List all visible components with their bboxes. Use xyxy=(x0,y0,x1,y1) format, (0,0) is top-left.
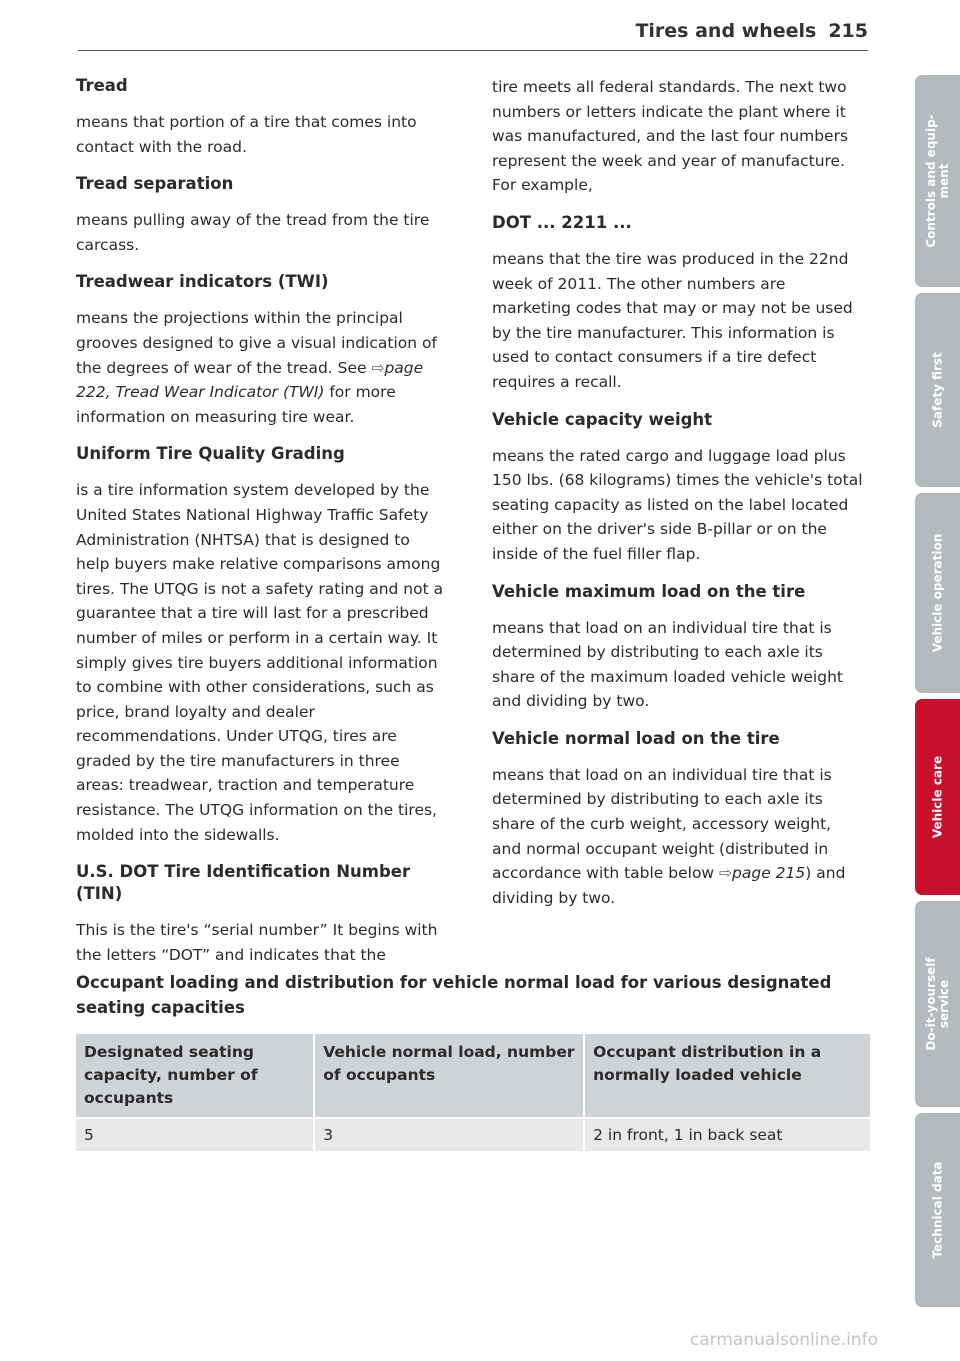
occupant-table-section xyxy=(76,970,870,1151)
text-treadwear-indicators xyxy=(76,306,448,429)
heading-utqg: Uniform Tire Quality Grading xyxy=(76,444,345,464)
tab-safety-first[interactable] xyxy=(915,293,960,487)
heading-tin: U.S. DOT Tire Identification Number (TIN) xyxy=(76,862,411,904)
text-vehicle-capacity-weight: means the rated cargo and luggage load plus 150 lbs. (68 kilograms) times the vehicle's total seating capacity as listed on the label located either on the driver's side B-pillar or on the inside of the fuel filler flap. xyxy=(492,446,863,563)
text-segment: ) and dividing by two. xyxy=(492,864,846,907)
right-column xyxy=(492,75,864,924)
tab-label: Technical data xyxy=(930,1161,944,1259)
table-header-row xyxy=(76,1034,870,1118)
table-header-cell: Designated seating capacity, number of occupants xyxy=(76,1034,314,1118)
text-vehicle-maximum-load: means that load on an individual tire that is determined by distributing to each axle its share of the maximum loaded vehicle weight and dividing by two. xyxy=(492,618,843,711)
heading-vehicle-maximum-load: Vehicle maximum load on the tire xyxy=(492,581,806,601)
left-column xyxy=(76,75,448,981)
text-utqg: is a tire information system developed by the United States National Highway Traffic Safety Administration (NHTSA) that is designed to help buyers make relative comparisons among tires. The UTQG is not a safety rating and not a guarantee that a tire will last for a prescribed number of miles or perform in a certain way. It simply gives tire buyers additional information to combine with other considerations, such as price, brand loyalty and dealer recommendations. Under UTQG, tires are graded by the tire manufacturers in three areas: treadwear, traction and temperature resistance. The UTQG information on the tires, molded into the sidewalls. xyxy=(76,481,444,844)
occupant-table xyxy=(76,1034,870,1151)
heading-vehicle-normal-load: Vehicle normal load on the tire xyxy=(492,728,780,748)
tab-do-it-yourself-service[interactable] xyxy=(915,901,960,1107)
dot-example: DOT ... 2211 ... xyxy=(492,212,632,232)
header-rule xyxy=(78,50,868,51)
tab-label: Controls and equip- ment xyxy=(923,114,951,248)
text-dot-example: means that the tire was produced in the 22nd week of 2011. The other numbers are marketing codes that may or may not be used by the tire manufacturer. This information is used to contact consumers if a tire defect requires a recall. xyxy=(492,249,853,391)
tab-technical-data[interactable] xyxy=(915,1113,960,1307)
text-tin-continued: tire meets all federal standards. The next two numbers or letters indicate the plant where it was manufactured, and the last four numbers represent the week and year of manufacture. For example, xyxy=(492,78,849,195)
heading-tread-separation: Tread separation xyxy=(76,174,234,194)
tab-label: Safety first xyxy=(930,352,944,428)
text-segment: for more information on measuring tire wear. xyxy=(76,383,396,426)
table-header-cell: Vehicle normal load, number of occupants xyxy=(314,1034,584,1118)
heading-tread: Tread xyxy=(76,76,128,95)
table-cell: 2 in front, 1 in back seat xyxy=(584,1118,870,1151)
link-label: page 222, Tread Wear Indicator (TWI) xyxy=(76,358,424,402)
page-number: 215 xyxy=(828,20,868,42)
tab-controls-and-equipment[interactable] xyxy=(915,75,960,287)
table-header-cell: Occupant distribution in a normally loaded vehicle xyxy=(584,1034,870,1118)
page-header xyxy=(635,20,868,42)
tab-label: Do-it-yourself service xyxy=(923,957,951,1051)
arrow-right-icon: ⇨ xyxy=(371,358,385,377)
text-tread-separation: means pulling away of the tread from the tire carcass. xyxy=(76,211,430,254)
table-title: Occupant loading and distribution for vehicle normal load for various designated seating capacities xyxy=(76,973,832,1017)
page-link-215[interactable] xyxy=(719,864,805,882)
heading-treadwear-indicators: Treadwear indicators (TWI) xyxy=(76,272,329,292)
text-vehicle-normal-load xyxy=(492,763,864,911)
section-title: Tires and wheels xyxy=(635,20,817,42)
link-label: page 215 xyxy=(732,864,806,883)
arrow-right-icon: ⇨ xyxy=(719,864,733,883)
watermark: carmanualsonline.info xyxy=(689,1330,878,1350)
table-row xyxy=(76,1118,870,1151)
tab-vehicle-operation[interactable] xyxy=(915,493,960,693)
heading-vehicle-capacity-weight: Vehicle capacity weight xyxy=(492,409,713,429)
table-cell: 5 xyxy=(76,1118,314,1151)
text-segment: means the projections within the principal grooves designed to give a visual indication of the degrees of wear of the tread. See xyxy=(76,309,437,377)
text-tread: means that portion of a tire that comes into contact with the road. xyxy=(76,113,417,156)
tab-vehicle-care[interactable] xyxy=(915,699,960,895)
tab-label: Vehicle operation xyxy=(930,533,944,653)
table-cell: 3 xyxy=(314,1118,584,1151)
text-segment: means that load on an individual tire that is determined by distributing to each axle its share of the curb weight, accessory weight, and normal occupant weight (distributed in accordance with table below xyxy=(492,765,832,883)
tab-label: Vehicle care xyxy=(930,755,944,839)
text-tin: This is the tire's “serial number” It begins with the letters “DOT” and indicates that the xyxy=(76,921,438,964)
